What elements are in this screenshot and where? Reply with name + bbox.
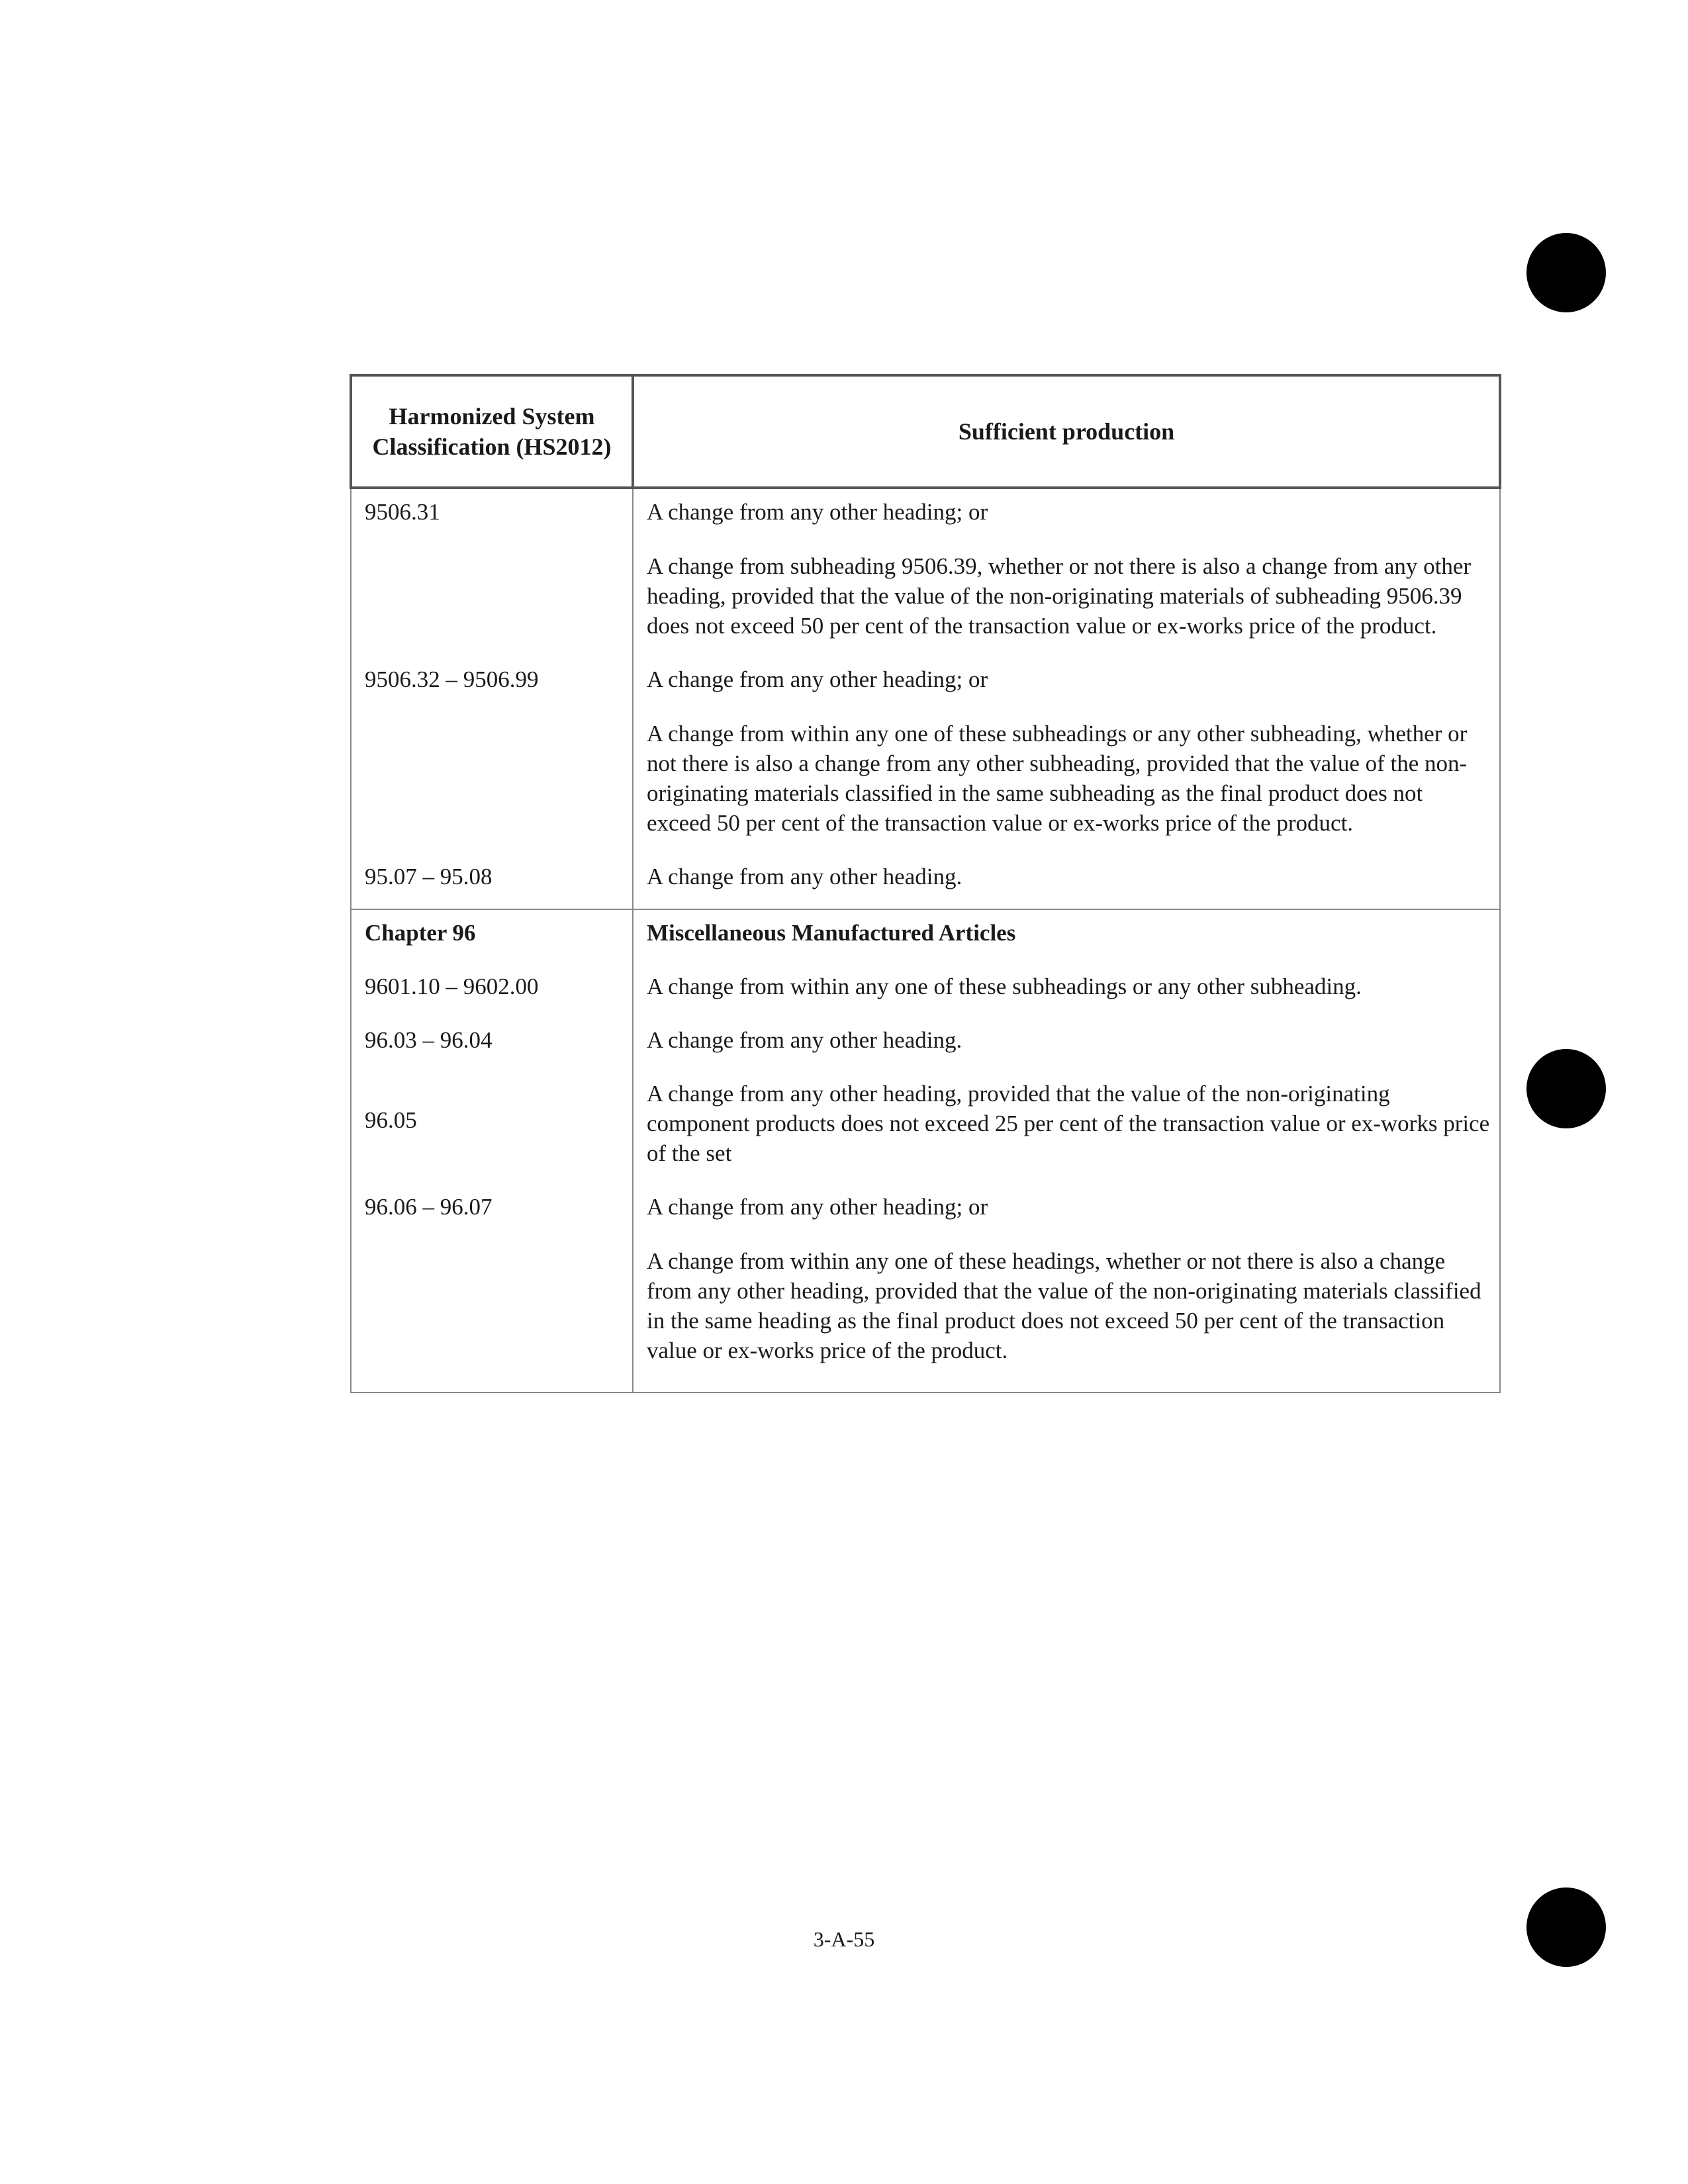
rule-cell [633, 641, 1500, 838]
rule-cell [633, 488, 1500, 641]
chapter-title: Miscellaneous Manufactured Articles [633, 909, 1500, 948]
rule-text: A change from any other heading; or [647, 666, 988, 692]
hs-code-cell: 96.03 – 96.04 [351, 1001, 633, 1055]
table-row [351, 1055, 1500, 1168]
header-hs-classification: Harmonized System Classification (HS2012) [351, 375, 633, 488]
table-row [351, 838, 1500, 909]
hs-code-cell [351, 1055, 633, 1168]
rule-text: A change from any other heading, provided that the value of the non-originating component products does not exceed 25 per cent of the transaction value or ex-works price of the set [647, 1081, 1490, 1166]
rules-of-origin-table [350, 374, 1501, 1393]
rule-text: A change from within any one of these subheadings or any other subheading, whether or not there is also a change from any other subheading, provided that the value of the non-originating materials classified in the same subheading as the final product does not exceed 50 per cent of the transaction value or ex-works price of the product. [647, 721, 1468, 836]
rule-text: A change from any other heading; or [647, 499, 988, 525]
chapter-row [351, 909, 1500, 948]
table-row [351, 1168, 1500, 1392]
table-header-row [351, 375, 1500, 488]
rule-cell [633, 1055, 1500, 1168]
rule-cell [633, 948, 1500, 1001]
table-row [351, 488, 1500, 641]
hs-code-text: 96.05 [365, 1107, 417, 1133]
rule-text: A change from any other heading; or [647, 1194, 988, 1220]
header-sufficient-production: Sufficient production [633, 375, 1500, 488]
rule-text: A change from subheading 9506.39, whether or not there is also a change from any other heading, provided that the value of the non-originating materials of subheading 9506.39 does not exceed 50 per cent of the transaction value or ex-works price of the product. [647, 553, 1472, 639]
table-row [351, 641, 1500, 838]
rule-text: A change from within any one of these headings, whether or not there is also a change from any other heading, provided that the value of the non-originating materials classified in the same heading as the final product does not exceed 50 per cent of the transaction value or ex-works price of the product. [647, 1248, 1481, 1363]
chapter-code: Chapter 96 [351, 909, 633, 948]
rule-cell [633, 1168, 1500, 1392]
punch-hole-top [1526, 233, 1606, 312]
hs-code-cell: 95.07 – 95.08 [351, 838, 633, 909]
hs-code-cell: 9506.31 [351, 488, 633, 641]
rule-cell [633, 838, 1500, 909]
table-row [351, 1001, 1500, 1055]
hs-code-cell: 9601.10 – 9602.00 [351, 948, 633, 1001]
hs-code-cell: 96.06 – 96.07 [351, 1168, 633, 1392]
rules-of-origin-table-container [350, 374, 1499, 1393]
rule-cell [633, 1001, 1500, 1055]
hs-code-cell: 9506.32 – 9506.99 [351, 641, 633, 838]
rule-text: A change from within any one of these subheadings or any other subheading. [647, 974, 1362, 999]
rule-text: A change from any other heading. [647, 864, 962, 889]
rule-text: A change from any other heading. [647, 1027, 962, 1053]
punch-hole-middle [1526, 1049, 1606, 1128]
page-number: 3-A-55 [813, 1927, 875, 1951]
table-row [351, 948, 1500, 1001]
